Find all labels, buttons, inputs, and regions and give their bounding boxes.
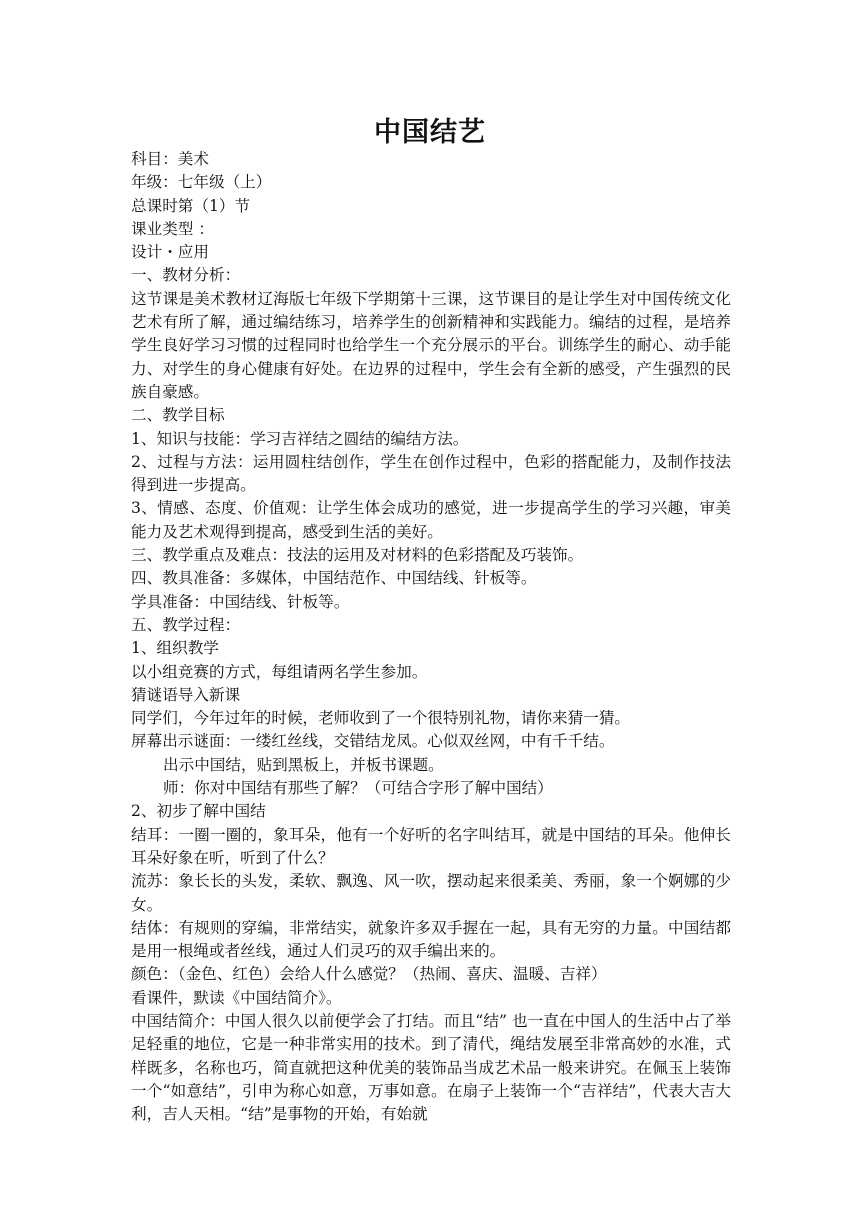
paragraph: 1、知识与技能：学习吉祥结之圆结的编结方法。 bbox=[131, 429, 469, 448]
paragraph: 看课件，默读《中国结简介》。 bbox=[131, 988, 342, 1007]
document-title: 中国结艺 bbox=[374, 117, 486, 148]
paragraph: 1、组织教学 bbox=[131, 639, 219, 658]
paragraph: 一、教材分析： bbox=[131, 266, 241, 285]
paragraph: 这节课是美术教材辽海版七年级下学期第十三课，这节课目的是让学生对中国传统文化艺术有所了解，通过编结练习，培养学生的创新精神和实践能力。编结的过程，是培养学生良好学习习惯的过程同时也给学生一个充分展示的平台。训练学生的耐心、动手能力、对学生的身心健康有好处。在边界的过程中，学生会有全新的感受，产生强烈的民族自豪感。 bbox=[131, 289, 731, 401]
paragraph: 设计・应用 bbox=[131, 243, 209, 262]
paragraph: 师：你对中国结有那些了解？（可结合字形了解中国结） bbox=[163, 779, 553, 798]
paragraph: 屏幕出示谜面：一缕红丝线，交错结龙凤。心似双丝网，中有千千结。 bbox=[131, 732, 615, 751]
paragraph: 以小组竞赛的方式，每组请两名学生参加。 bbox=[131, 662, 428, 681]
paragraph: 出示中国结，贴到黑板上，并板书课题。 bbox=[163, 755, 444, 774]
paragraph: 2、初步了解中国结 bbox=[131, 802, 266, 821]
paragraph: 颜色：（金色、红色）会给人什么感觉？（热闹、喜庆、温暖、吉祥） bbox=[131, 965, 607, 984]
paragraph: 年级：七年级（上） bbox=[131, 173, 272, 192]
paragraph: 总课时第（1）节 bbox=[131, 196, 251, 215]
paragraph: 3、情感、态度、价值观：让学生体会成功的感觉，进一步提高学生的学习兴趣，审美能力及艺术观得到提高，感受到生活的美好。 bbox=[131, 499, 731, 541]
paragraph: 流苏：象长长的头发，柔软、飘逸、风一吹，摆动起来很柔美、秀丽，象一个婀娜的少女。 bbox=[131, 872, 731, 914]
paragraph: 四、教具准备：多媒体，中国结范作、中国结线、针板等。 bbox=[131, 569, 537, 588]
paragraph: 2、过程与方法：运用圆柱结创作，学生在创作过程中，色彩的搭配能力，及制作技法得到进一步提高。 bbox=[131, 452, 731, 495]
paragraph: 三、教学重点及难点：技法的运用及对材料的色彩搭配及巧装饰。 bbox=[131, 546, 584, 565]
paragraph: 同学们，今年过年的时候，老师收到了一个很特别礼物，请你来猜一猜。 bbox=[131, 709, 631, 728]
paragraph: 学具准备：中国结线、针板等。 bbox=[131, 592, 350, 611]
paragraph: 结体：有规则的穿编，非常结实，就象许多双手握在一起，具有无穷的力量。中国结都是用一根绳或者丝线，通过人们灵巧的双手编出来的。 bbox=[131, 918, 731, 961]
paragraph: 五、教学过程： bbox=[131, 615, 241, 634]
paragraph: 二、教学目标 bbox=[131, 406, 225, 425]
paragraph: 中国结简介：中国人很久以前便学会了打结。而且“结” 也一直在中国人的生活中占了举足轻重的地位，它是一种非常实用的技术。到了清代，绳结发展至非常高妙的水准，式样既多，名称也巧，简直就把这种优美的装饰品当成艺术品一般来讲究。在佩玉上装饰一个“如意结”，引申为称心如意，万事如意。在扇子上装饰一个“吉祥结”，代表大吉大利，吉人天相。“结”是事物的开始，有始就 bbox=[131, 1011, 731, 1124]
paragraph: 猜谜语导入新课 bbox=[131, 685, 241, 704]
paragraph: 科目：美术 bbox=[131, 150, 209, 168]
paragraph: 课业类型 ： bbox=[131, 219, 214, 238]
paragraph: 结耳：一圈一圈的，象耳朵，他有一个好听的名字叫结耳，就是中国结的耳朵。他伸长耳朵好象在听，听到了什么？ bbox=[131, 825, 731, 867]
document-body bbox=[131, 148, 731, 1126]
